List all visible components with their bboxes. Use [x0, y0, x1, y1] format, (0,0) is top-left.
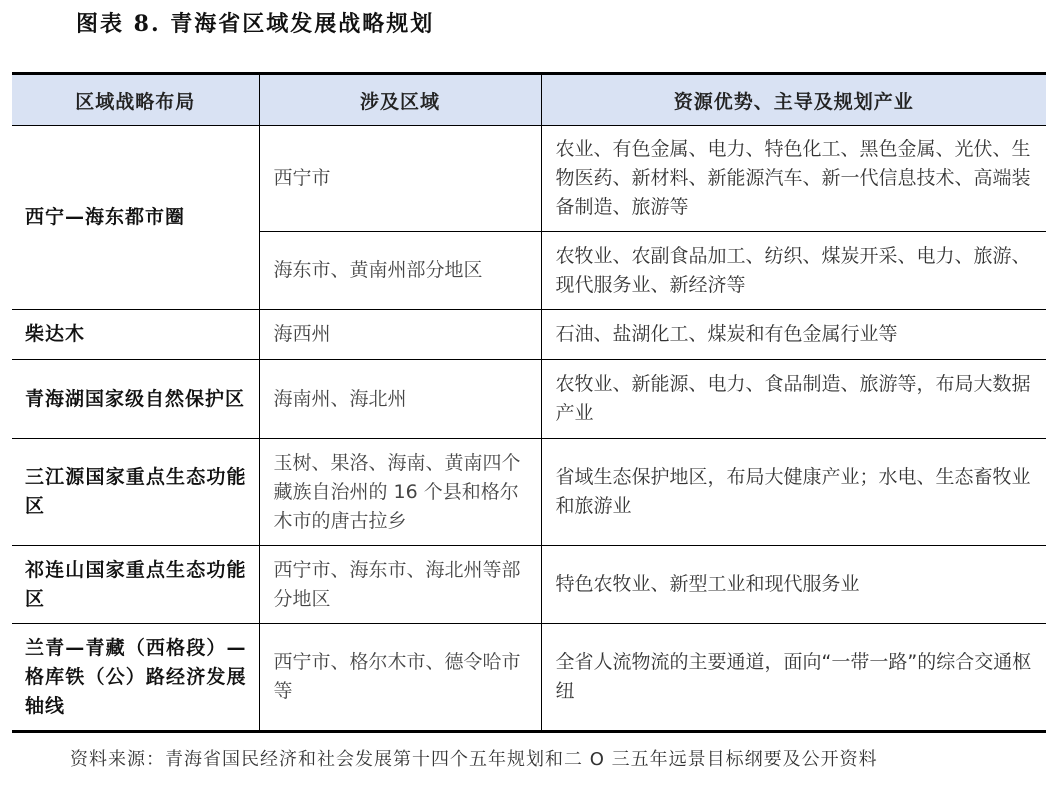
resources-cell: 石油、盐湖化工、煤炭和有色金属行业等	[541, 310, 1046, 360]
resources-cell: 农业、有色金属、电力、特色化工、黑色金属、光伏、生物医药、新材料、新能源汽车、新一代信息技术、高端装备制造、旅游等	[541, 126, 1046, 232]
table-row	[12, 439, 1046, 546]
area-cell: 海南州、海北州	[259, 360, 541, 439]
source-note: 资料来源：青海省国民经济和社会发展第十四个五年规划和二 O 三五年远景目标纲要及公开资料	[70, 749, 878, 770]
resources-cell: 特色农牧业、新型工业和现代服务业	[541, 546, 1046, 624]
resources-cell: 省域生态保护地区，布局大健康产业；水电、生态畜牧业和旅游业	[541, 439, 1046, 546]
table-row	[12, 546, 1046, 624]
area-cell: 西宁市、海东市、海北州等部分地区	[259, 546, 541, 624]
table-row	[12, 360, 1046, 439]
strategy-table	[12, 72, 1046, 733]
area-cell: 玉树、果洛、海南、黄南四个藏族自治州的 16 个县和格尔木市的唐古拉乡	[259, 439, 541, 546]
column-header-area: 涉及区域	[259, 74, 541, 126]
resources-cell: 全省人流物流的主要通道，面向“一带一路”的综合交通枢纽	[541, 624, 1046, 732]
region-cell: 兰青—青藏（西格段）—格库铁（公）路经济发展轴线	[12, 624, 259, 732]
column-header-region: 区域战略布局	[12, 74, 259, 126]
resources-cell: 农牧业、新能源、电力、食品制造、旅游等，布局大数据产业	[541, 360, 1046, 439]
region-cell: 三江源国家重点生态功能区	[12, 439, 259, 546]
area-cell: 海西州	[259, 310, 541, 360]
region-cell: 柴达木	[12, 310, 259, 360]
figure-title: 图表 8. 青海省区域发展战略规划	[76, 11, 435, 37]
table-row	[12, 126, 1046, 232]
area-cell: 西宁市	[259, 126, 541, 232]
area-cell: 海东市、黄南州部分地区	[259, 232, 541, 310]
table-row	[12, 624, 1046, 732]
resources-cell: 农牧业、农副食品加工、纺织、煤炭开采、电力、旅游、现代服务业、新经济等	[541, 232, 1046, 310]
area-cell: 西宁市、格尔木市、德令哈市等	[259, 624, 541, 732]
table-header-row	[12, 74, 1046, 126]
region-cell: 祁连山国家重点生态功能区	[12, 546, 259, 624]
region-cell: 西宁—海东都市圈	[12, 126, 259, 310]
column-header-resources: 资源优势、主导及规划产业	[541, 74, 1046, 126]
table-row	[12, 310, 1046, 360]
region-cell: 青海湖国家级自然保护区	[12, 360, 259, 439]
